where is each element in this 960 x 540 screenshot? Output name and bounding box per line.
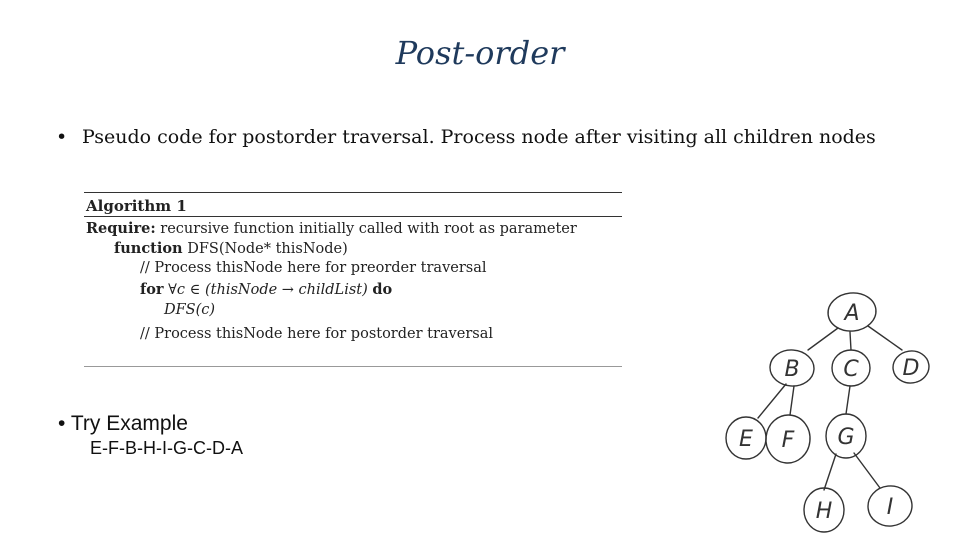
node-b-label: B [784,357,800,382]
require-text: recursive function initially called with root as parameter [160,221,577,237]
bullet-marker: • [58,412,66,435]
node-a-label: A [844,301,860,326]
edge-c-g [846,386,850,414]
node-h-label: H [815,499,833,524]
algorithm-require-line [86,220,577,237]
for-expression: ∀c ∈ (thisNode → childList) [168,282,368,298]
edge-g-h [824,454,836,490]
edge-b-e [758,384,786,418]
algorithm-bottom-rule [84,366,622,367]
traversal-answer: E-F-B-H-I-G-C-D-A [90,438,243,458]
algorithm-for-line [140,281,392,298]
node-e-label: E [739,427,753,452]
bullet-description-text: Pseudo code for postorder traversal. Process node after visiting all children nodes [82,126,876,148]
require-keyword: Require: [86,220,156,237]
for-keyword: for [140,281,164,298]
node-f-label: F [781,428,795,453]
node-g-label: G [837,425,855,450]
algorithm-top-rule [84,192,622,193]
bullet-marker: • [56,126,68,148]
algorithm-header-rule [84,216,622,217]
edge-g-i [854,453,880,488]
node-i-label: I [886,495,894,520]
edge-a-d [868,326,902,350]
try-example-label: Try Example [70,412,188,435]
node-d-label: D [902,356,920,381]
algorithm-function-line [114,240,348,257]
function-name: DFS [187,241,219,257]
edge-a-b [808,328,838,350]
bullet-description [56,126,876,148]
algorithm-header: Algorithm 1 [86,197,187,215]
function-keyword: function [114,240,183,257]
node-c-label: C [843,357,859,382]
function-params: (Node* thisNode) [218,241,348,257]
algorithm-comment-pre: // Process thisNode here for preorder traversal [140,260,487,276]
edge-b-f [790,386,794,415]
algorithm-box [84,192,622,368]
edge-a-c [850,332,851,350]
algorithm-recursive-call: DFS(c) [164,302,216,318]
slide-title: Post-order [395,34,565,72]
tree-diagram [720,290,950,538]
do-keyword: do [372,281,393,298]
algorithm-comment-post: // Process thisNode here for postorder traversal [140,326,493,342]
bullet-try-example [58,412,188,436]
